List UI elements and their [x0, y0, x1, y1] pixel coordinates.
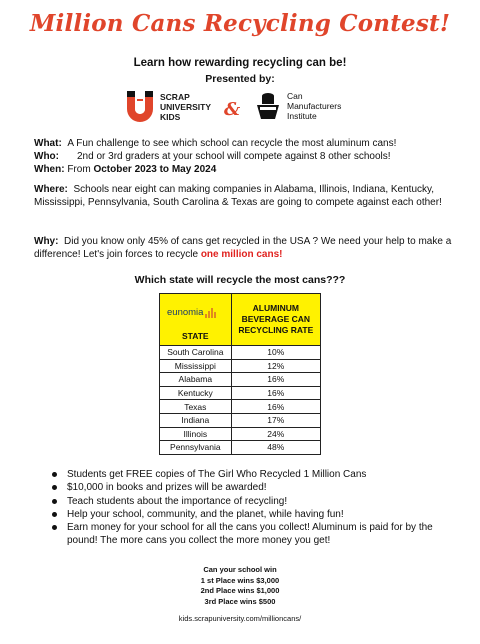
state-cell: Kentucky [160, 386, 232, 400]
rate-cell: 16% [231, 400, 320, 414]
rate-cell: 17% [231, 413, 320, 427]
state-cell: Indiana [160, 413, 232, 427]
can-manufacturers-icon [254, 91, 282, 123]
rate-cell: 16% [231, 373, 320, 387]
rate-column-header: ALUMINUM BEVERAGE CAN RECYCLING RATE [231, 294, 320, 346]
why-paragraph: Why: Did you know only 45% of cans get recycled in the USA ? We need your help to make a difference! Let's join forces to recycle one million cans! [34, 236, 452, 260]
eunomia-logo: eunomia [167, 307, 216, 318]
recycling-rate-table [159, 293, 321, 455]
rate-cell: 16% [231, 386, 320, 400]
contest-title: Million Cans Recycling Contest! [29, 10, 451, 37]
table-row [160, 400, 321, 414]
list-item: Help your school, community, and the planet, while having fun! [52, 508, 452, 521]
when-line: When: From October 2023 to May 2024 [34, 164, 217, 175]
who-line: Who: 2nd or 3rd graders at your school will compete against 8 other schools! [34, 151, 391, 162]
scrap-university-name: SCRAP UNIVERSITY KIDS [160, 92, 212, 122]
website-url: kids.scrapuniversity.com/millioncans/ [178, 614, 302, 623]
state-cell: Pennsylvania [160, 441, 232, 455]
rate-cell: 48% [231, 441, 320, 455]
table-row [160, 373, 321, 387]
state-cell: Texas [160, 400, 232, 414]
second-prize: 2nd Place wins $1,000 [200, 586, 280, 595]
bar-graph-icon [205, 308, 216, 318]
table-row [160, 346, 321, 360]
state-column-header: eunomia STATE [160, 294, 232, 346]
sponsor-logos [0, 87, 480, 129]
list-item: Teach students about the importance of recycling! [52, 495, 452, 508]
benefits-list [52, 468, 452, 548]
ampersand: & [224, 99, 241, 120]
prize-heading: Can your school win [203, 565, 277, 574]
rate-cell: 24% [231, 427, 320, 441]
list-item: Earn money for your school for all the cans you collect! Aluminum is paid for by the pound! The more cans you collect the more money you get! [52, 521, 452, 548]
where-paragraph: Where: Schools near eight can making companies in Alabama, Illinois, Indiana, Kentucky, Mississippi, Pennsylvania, South Carolina & Texas are going to compete against each other! [34, 184, 442, 208]
rate-cell: 10% [231, 346, 320, 360]
table-row [160, 441, 321, 455]
list-item: Students get FREE copies of The Girl Who Recycled 1 Million Cans [52, 468, 452, 481]
presented-by: Presented by: [205, 73, 275, 85]
table-row [160, 386, 321, 400]
rate-cell: 12% [231, 359, 320, 373]
table-row [160, 359, 321, 373]
table-row [160, 413, 321, 427]
can-manufacturers-name: Can Manufacturers Institute [287, 91, 342, 121]
state-cell: South Carolina [160, 346, 232, 360]
list-item: $10,000 in books and prizes will be awarded! [52, 481, 452, 494]
prize-list [0, 565, 480, 607]
subtitle: Learn how rewarding recycling can be! [133, 57, 347, 69]
state-cell: Alabama [160, 373, 232, 387]
third-prize: 3rd Place wins $500 [204, 596, 276, 606]
scrap-university-magnet-icon [124, 89, 156, 125]
state-cell: Mississippi [160, 359, 232, 373]
state-cell: Illinois [160, 427, 232, 441]
table-row [160, 427, 321, 441]
what-line: What: A Fun challenge to see which school can recycle the most aluminum cans! [34, 138, 397, 149]
first-prize: 1 st Place wins $3,000 [200, 575, 280, 585]
state-question: Which state will recycle the most cans??? [134, 274, 346, 286]
